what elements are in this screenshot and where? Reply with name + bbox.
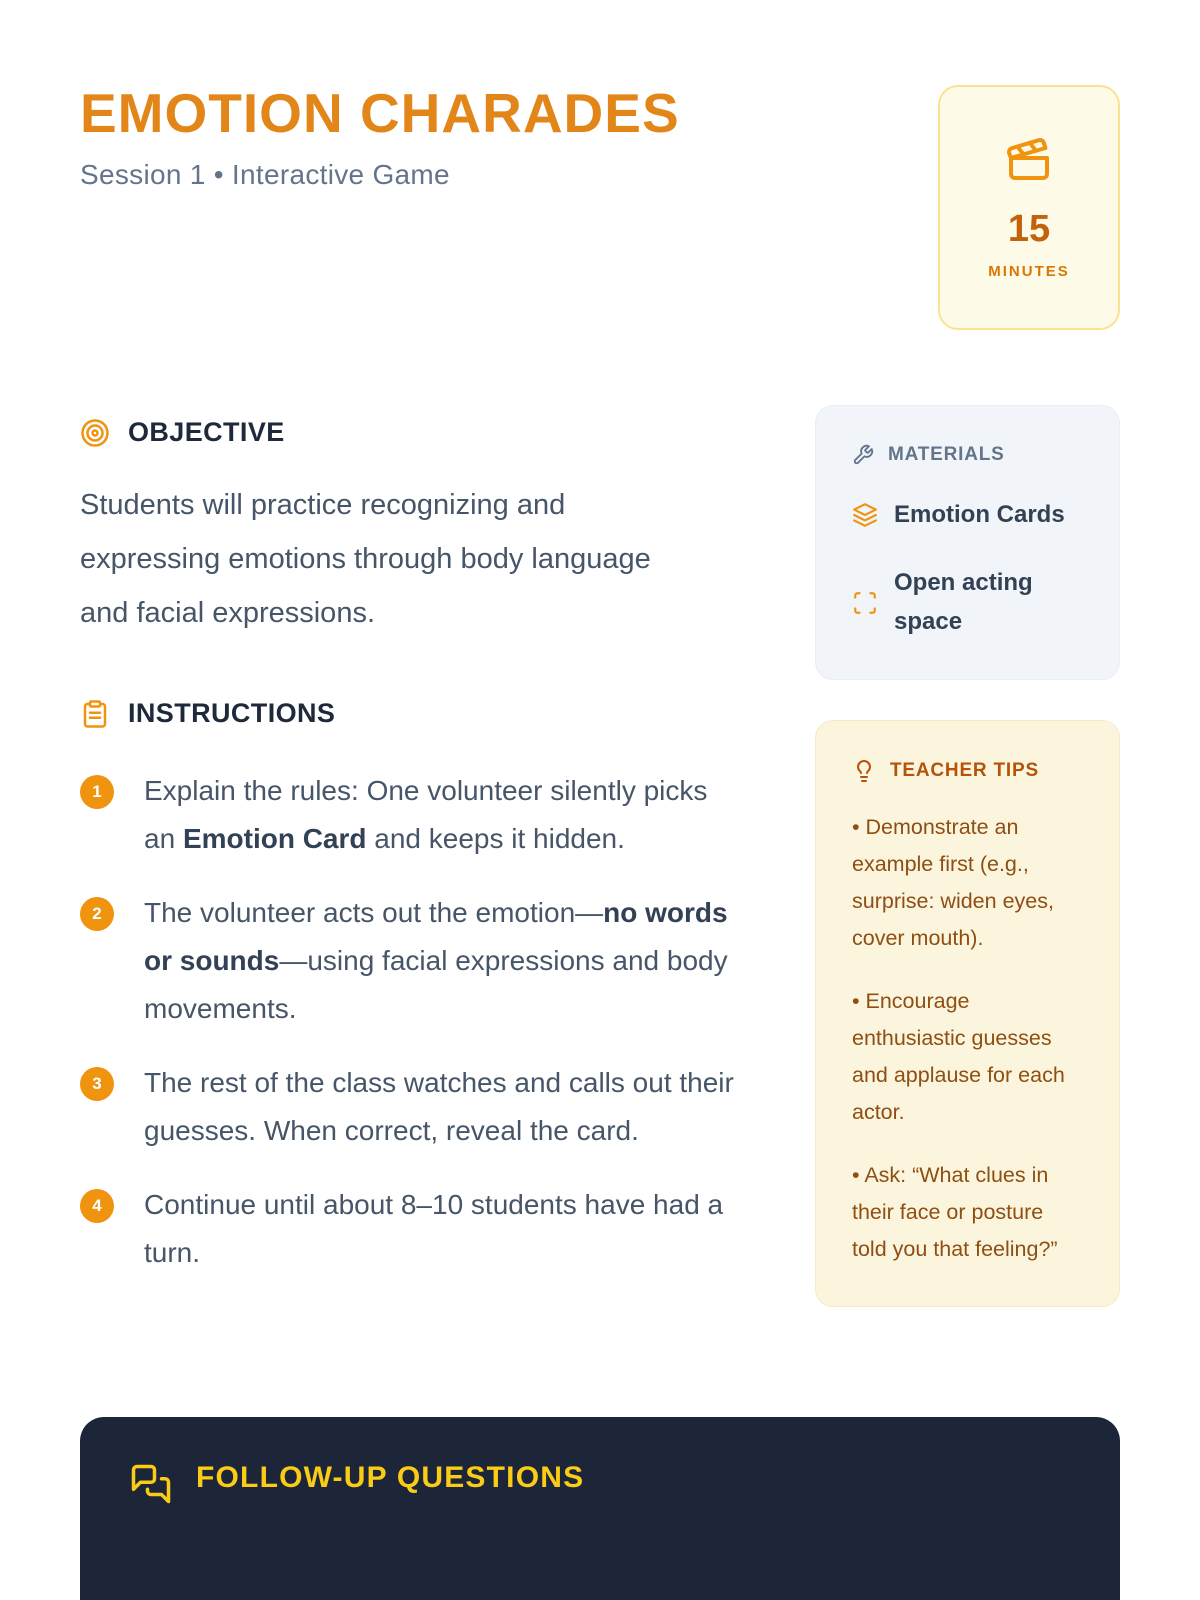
teacher-tip: • Encourage enthusiastic guesses and applause for each actor.: [852, 989, 1065, 1125]
step-number-badge: 2: [80, 897, 114, 931]
materials-heading-row: [852, 444, 1083, 466]
objective-section: [80, 405, 740, 640]
step-number-badge: 1: [80, 775, 114, 809]
step-text: [144, 1181, 740, 1277]
instruction-step: [80, 1181, 740, 1277]
followup-heading: FOLLOW-UP QUESTIONS: [196, 1461, 585, 1495]
duration-unit: MINUTES: [988, 262, 1070, 280]
materials-heading: MATERIALS: [888, 444, 1005, 465]
material-item: [852, 564, 1083, 641]
step-text-bold: Emotion Card: [182, 823, 367, 854]
content-columns: [80, 405, 1120, 1307]
step-text-segment: and keeps it hidden.: [366, 823, 625, 854]
step-text-segment: Continue until about 8–10 students have had a turn.: [144, 1189, 724, 1268]
instruction-step: [80, 1059, 740, 1155]
clapperboard-icon: [1005, 136, 1053, 184]
materials-card: [815, 405, 1120, 680]
step-number-badge: 3: [80, 1067, 114, 1101]
instructions-heading: INSTRUCTIONS: [128, 698, 336, 728]
material-item: [852, 496, 1083, 534]
clipboard-icon: [80, 699, 110, 729]
acting-space-icon: [852, 590, 878, 616]
page-subtitle: Session 1 • Interactive Game: [80, 158, 450, 190]
teacher-tips-card: [815, 720, 1120, 1307]
header: [80, 82, 1120, 330]
header-titles: [80, 82, 680, 191]
lightbulb-icon: [852, 759, 876, 783]
step-text: [144, 767, 740, 863]
speech-bubbles-icon: [130, 1463, 172, 1505]
teacher-tip: • Demonstrate an example first (e.g., surprise: widen eyes, cover mouth).: [852, 815, 1054, 951]
objective-heading: OBJECTIVE: [128, 417, 285, 447]
sidebar-column: [815, 405, 1120, 1307]
objective-text: Students will practice recognizing and expressing emotions through body language and facial expressions.: [80, 489, 651, 629]
teacher-tips-heading-row: [852, 759, 1083, 783]
duration-value: 15: [1007, 207, 1051, 250]
step-text-segment: Explain the rules: One volunteer silently picks an: [144, 775, 708, 854]
step-number-badge: 4: [80, 1189, 114, 1223]
target-icon: [80, 418, 110, 448]
instructions-steps: [80, 767, 740, 1277]
step-text-bold: no words or sounds: [144, 897, 728, 976]
instruction-step: [80, 889, 740, 1033]
instructions-section: [80, 698, 740, 1277]
step-text-segment: —using facial expressions and body movements.: [144, 945, 728, 1024]
step-text: [144, 1059, 740, 1155]
step-text: [144, 889, 740, 1033]
material-label: Emotion Cards: [894, 501, 1065, 528]
step-text-segment: The volunteer acts out the emotion—: [144, 897, 604, 928]
objective-heading-row: [80, 417, 740, 448]
instructions-heading-row: [80, 698, 740, 729]
teacher-tips-heading: TEACHER TIPS: [890, 760, 1039, 782]
layers-icon: [852, 502, 878, 528]
followup-section: [80, 1417, 1120, 1600]
instruction-step: [80, 767, 740, 863]
duration-card: [938, 85, 1120, 330]
page-title: EMOTION CHARADES: [80, 82, 680, 144]
material-label: Open acting space: [894, 569, 1033, 635]
wrench-icon: [852, 444, 874, 466]
teacher-tip: • Ask: “What clues in their face or posture told you that feeling?”: [852, 1163, 1058, 1262]
step-text-segment: The rest of the class watches and calls out their guesses. When correct, reveal the card.: [144, 1067, 734, 1146]
main-column: [80, 405, 740, 1307]
